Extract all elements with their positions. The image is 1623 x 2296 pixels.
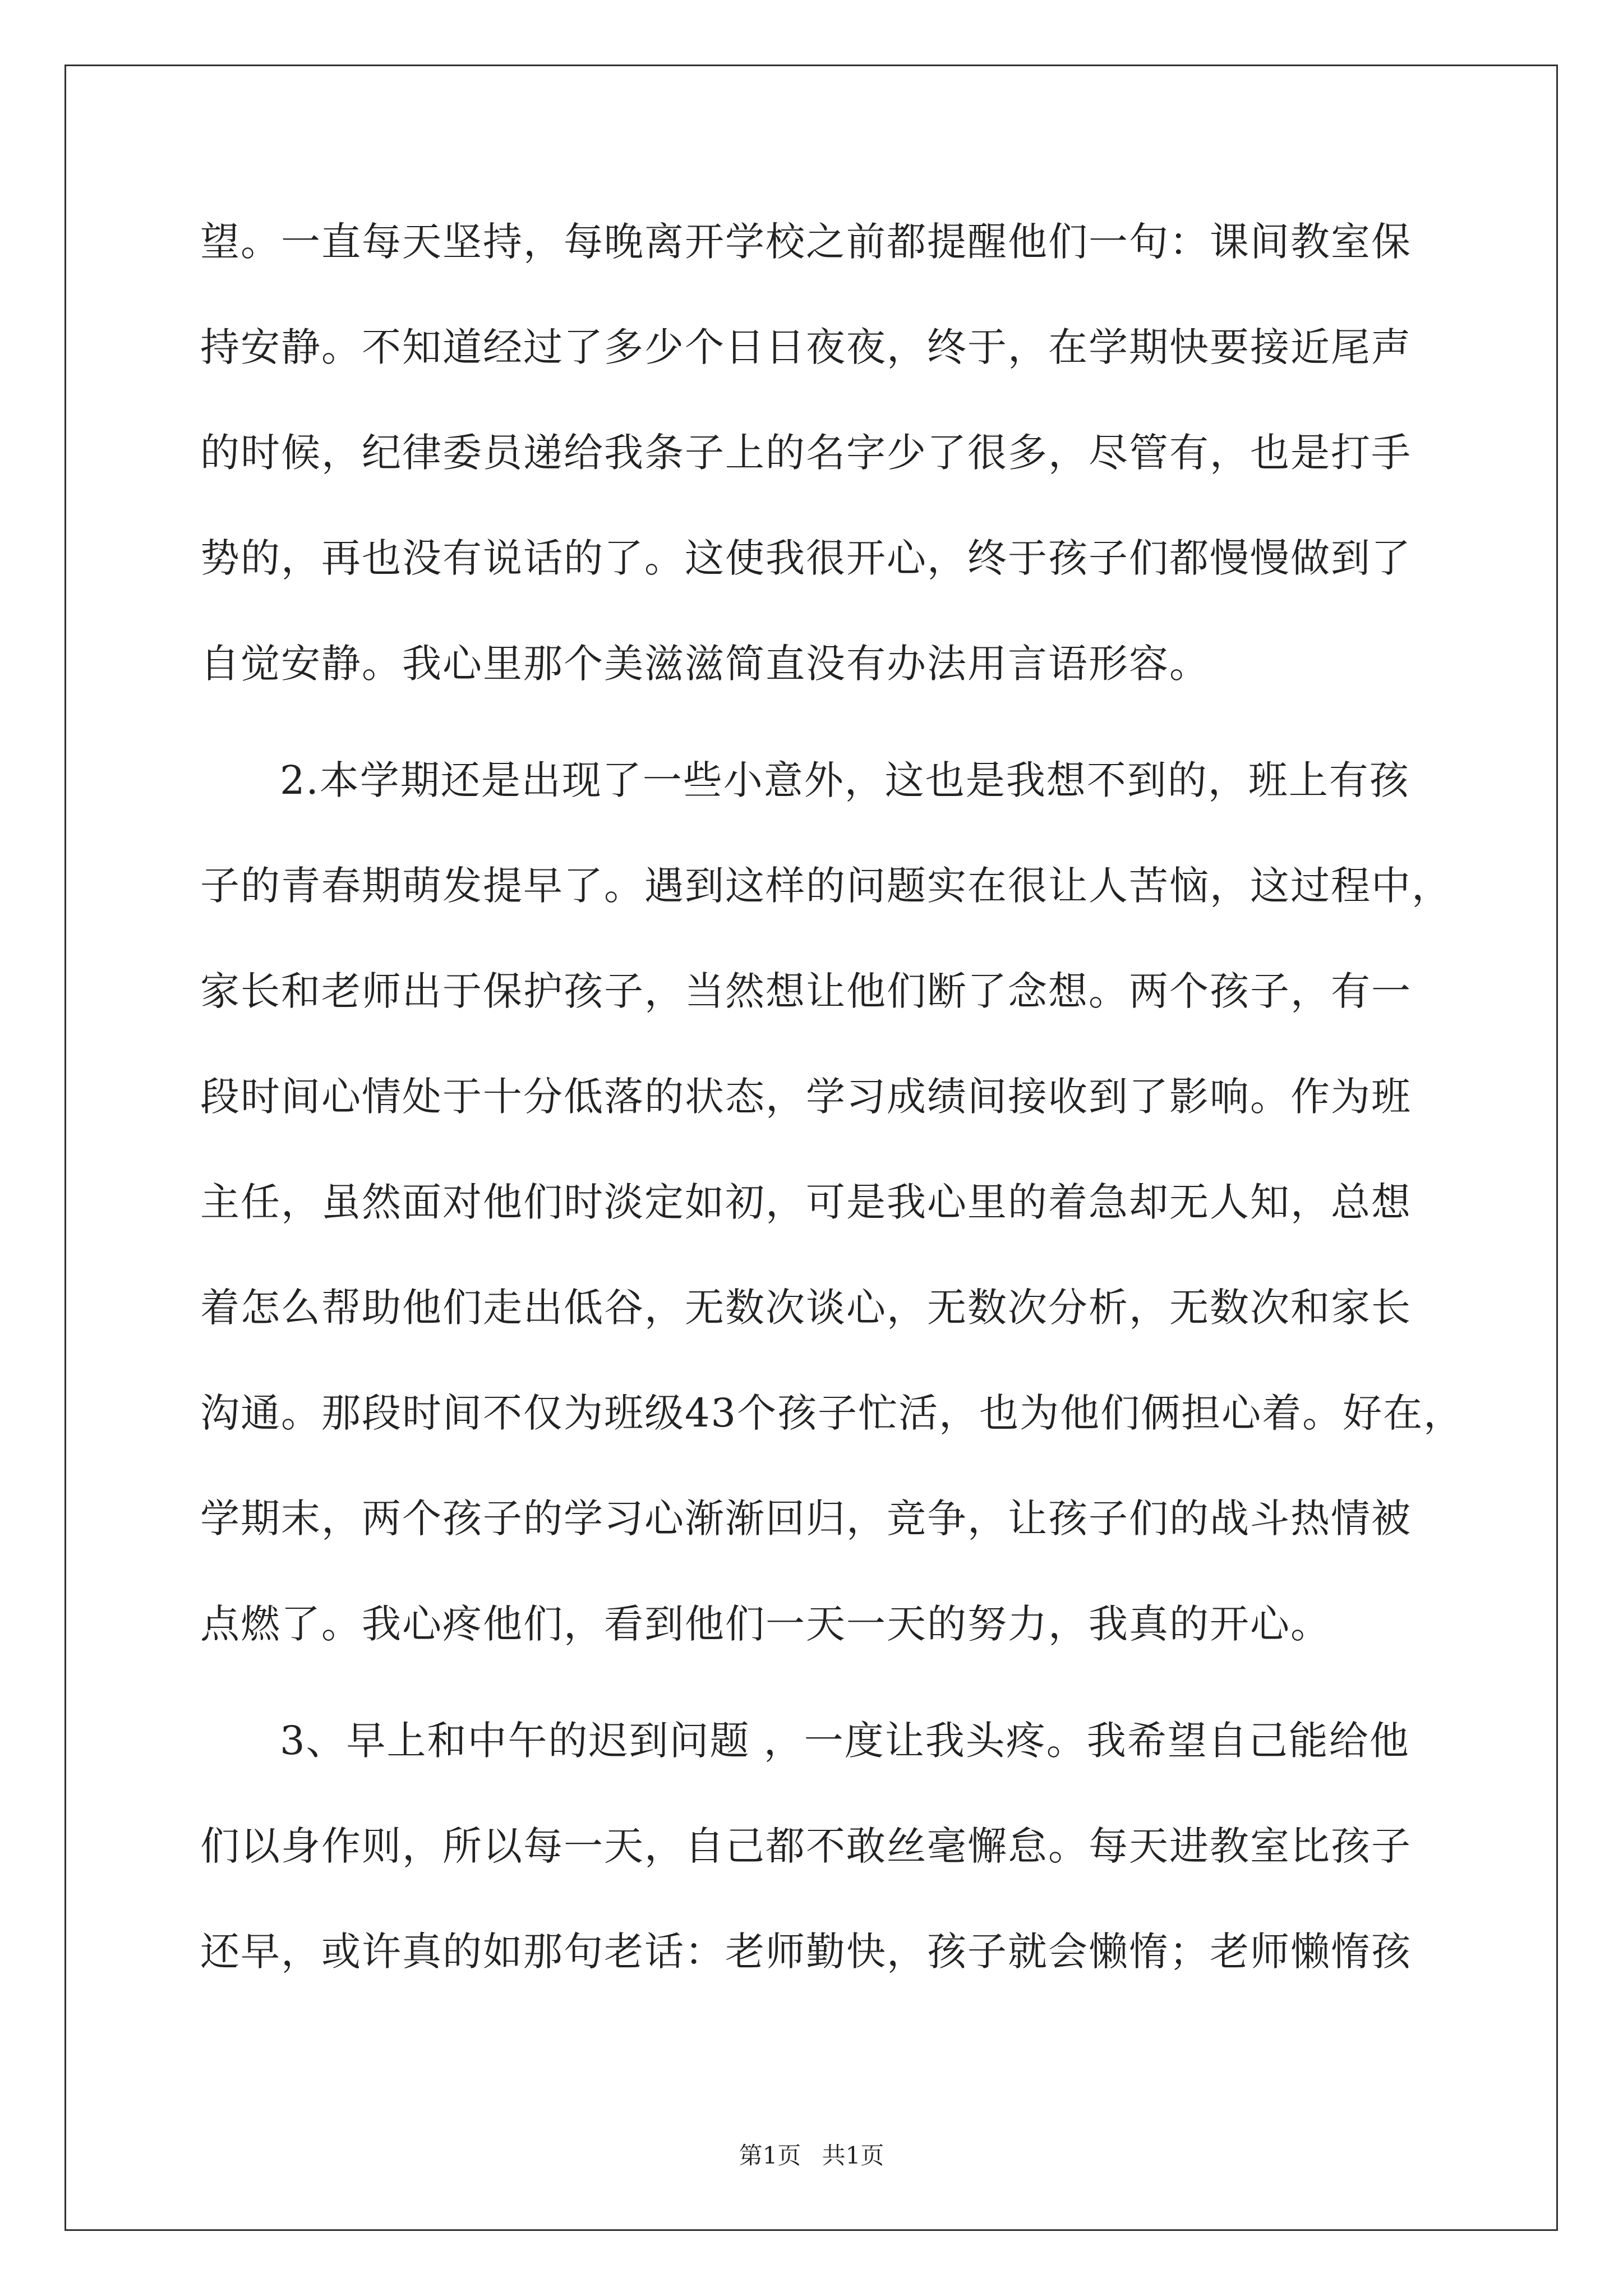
text-line: 子的青春期萌发提早了。遇到这样的问题实在很让人苦恼，这过程中， bbox=[200, 863, 1452, 909]
paragraph-start-line: 3、早上和中午的迟到问题 ，一度让我头疼。我希望自己能给他 bbox=[280, 1718, 1410, 1764]
text-line: 学期末，两个孩子的学习心渐渐回归，竞争，让孩子们的战斗热情被 bbox=[200, 1496, 1412, 1542]
text-line: 段时间心情处于十分低落的状态，学习成绩间接收到了影响。作为班 bbox=[200, 1074, 1412, 1120]
text-line: 持安静。不知道经过了多少个日日夜夜，终于，在学期快要接近尾声 bbox=[200, 324, 1412, 370]
text-line: 自觉安静。我心里那个美滋滋简直没有办法用言语形容。 bbox=[200, 641, 1210, 687]
page-number: 第1页 bbox=[739, 2142, 801, 2169]
paragraph-start-line: 2.本学期还是出现了一些小意外，这也是我想不到的，班上有孩 bbox=[280, 757, 1410, 803]
text-line: 主任，虽然面对他们时淡定如初，可是我心里的着急却无人知，总想 bbox=[200, 1179, 1412, 1225]
text-line: 势的，再也没有说话的了。这使我很开心，终于孩子们都慢慢做到了 bbox=[200, 535, 1412, 581]
text-line: 们以身作则，所以每一天，自己都不敢丝毫懈怠。每天进教室比孩子 bbox=[200, 1823, 1412, 1869]
text-line: 沟通。那段时间不仅为班级43个孩子忙活，也为他们俩担心着。好在， bbox=[200, 1390, 1464, 1436]
document-body bbox=[200, 216, 1464, 2031]
text-line: 着怎么帮助他们走出低谷，无数次谈心，无数次分析，无数次和家长 bbox=[200, 1285, 1412, 1331]
text-line: 还早，或许真的如那句老话：老师勤快，孩子就会懒惰；老师懒惰孩 bbox=[200, 1929, 1412, 1975]
text-line: 的时候，纪律委员递给我条子上的名字少了很多，尽管有，也是打手 bbox=[200, 430, 1412, 476]
page-total: 共1页 bbox=[822, 2142, 884, 2169]
text-line: 望。一直每天坚持，每晚离开学校之前都提醒他们一句：课间教室保 bbox=[200, 219, 1412, 265]
page-footer bbox=[0, 2137, 1623, 2171]
text-line: 家长和老师出于保护孩子，当然想让他们断了念想。两个孩子，有一 bbox=[200, 968, 1412, 1014]
text-line: 点燃了。我心疼他们，看到他们一天一天的努力，我真的开心。 bbox=[200, 1601, 1331, 1647]
